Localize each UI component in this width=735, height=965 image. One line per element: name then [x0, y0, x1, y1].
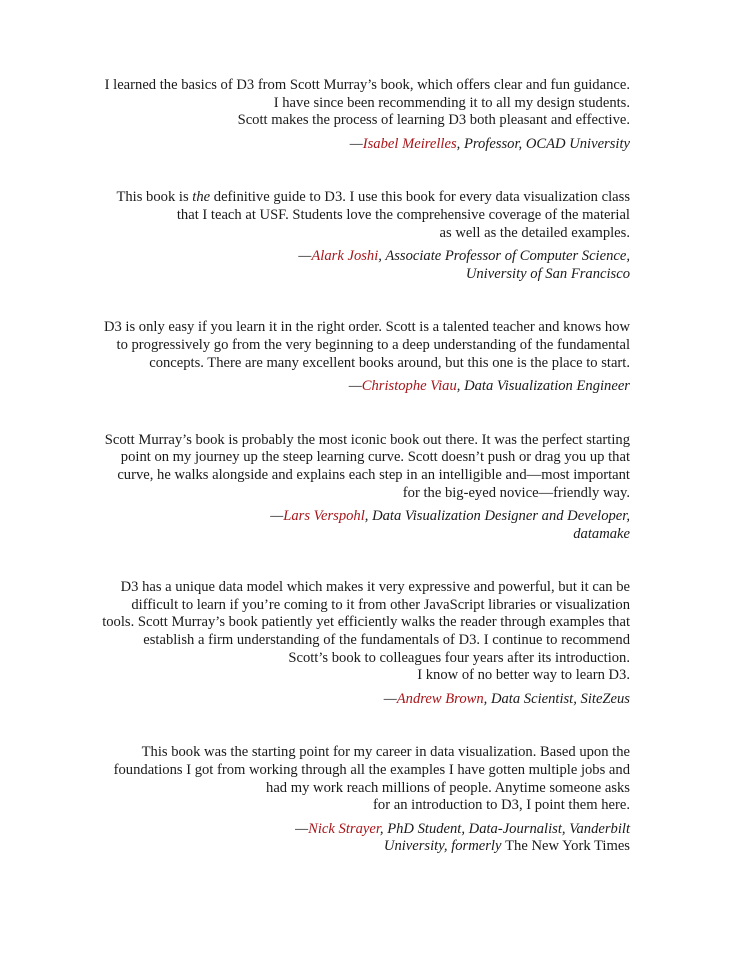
testimonial	[100, 744, 630, 856]
publication-name: The New York Times	[505, 838, 630, 855]
quote-line: I know of no better way to learn D3.	[417, 667, 630, 684]
author-name: Lars Verspohl	[283, 508, 365, 525]
testimonial-attribution	[100, 691, 630, 709]
author-title: , Data Scientist, SiteZeus	[483, 690, 630, 707]
testimonial-attribution	[100, 248, 630, 283]
quote-line: establish a firm understanding of the fundamentals of D3. I continue to recommend	[143, 632, 630, 649]
author-name: Alark Joshi	[311, 248, 379, 265]
testimonial	[100, 77, 630, 153]
testimonial-attribution	[100, 378, 630, 396]
quote-line: This book was the starting point for my career in data visualization. Based upon the	[141, 744, 630, 761]
quote-text: This book is	[116, 189, 193, 206]
author-title: datamake	[573, 525, 630, 542]
testimonials-page	[100, 77, 630, 892]
quote-line: I learned the basics of D3 from Scott Murray’s book, which offers clear and fun guidance.	[104, 77, 630, 93]
quote-line: Scott makes the process of learning D3 both pleasant and effective.	[237, 112, 630, 129]
testimonial	[100, 189, 630, 283]
quote-line: for an introduction to D3, I point them here.	[373, 797, 630, 814]
testimonial-quote	[100, 319, 630, 372]
testimonial-quote	[100, 189, 630, 242]
author-title: , Professor, OCAD University	[456, 135, 630, 152]
quote-line: concepts. There are many excellent books around, but this one is the place to start.	[149, 354, 630, 371]
testimonial-attribution	[100, 508, 630, 543]
quote-line: tools. Scott Murray’s book patiently yet efficiently walks the reader through examples that	[102, 614, 630, 631]
quote-text: definitive guide to D3. I use this book for every data visualization class	[210, 189, 630, 206]
testimonial	[100, 579, 630, 708]
author-title: , Associate Professor of Computer Science,	[378, 248, 630, 265]
author-title: , Data Visualization Designer and Developer,	[364, 508, 630, 525]
quote-line: D3 is only easy if you learn it in the right order. Scott is a talented teacher and knows how	[103, 319, 630, 336]
quote-line: that I teach at USF. Students love the comprehensive coverage of the material	[176, 206, 630, 223]
quote-line: foundations I got from working through all the examples I have gotten multiple jobs and	[113, 762, 630, 779]
testimonial-attribution	[100, 136, 630, 154]
author-title: , PhD Student, Data-Journalist, Vanderbilt	[379, 820, 630, 837]
testimonial-quote	[100, 579, 630, 685]
quote-line: difficult to learn if you’re coming to it from other JavaScript libraries or visualization	[131, 596, 630, 613]
quote-line: I have since been recommending it to all my design students.	[273, 94, 630, 111]
attribution-dash: —	[295, 820, 309, 837]
quote-line: for the big-eyed novice—friendly way.	[402, 484, 630, 501]
author-name: Isabel Meirelles	[362, 135, 457, 152]
testimonial-attribution	[100, 821, 630, 856]
testimonial-quote	[100, 744, 630, 814]
quote-line: Scott’s book to colleagues four years after its introduction.	[288, 649, 630, 666]
quote-line: point on my journey up the steep learning curve. Scott doesn’t push or drag you up that	[120, 449, 630, 466]
testimonial-quote	[100, 77, 630, 130]
author-title: , Data Visualization Engineer	[456, 378, 630, 395]
attribution-dash: —	[348, 378, 362, 395]
testimonial	[100, 319, 630, 395]
testimonial-quote	[100, 432, 630, 502]
quote-line: Scott Murray’s book is probably the most iconic book out there. It was the perfect starting	[104, 431, 630, 448]
testimonial	[100, 432, 630, 544]
author-name: Nick Strayer	[308, 820, 380, 837]
attribution-dash: —	[270, 508, 284, 525]
quote-line: curve, he walks alongside and explains each step in an intelligible and—most important	[117, 466, 630, 483]
quote-line: to progressively go from the very beginning to a deep understanding of the fundamental	[116, 336, 630, 353]
author-name: Christophe Viau	[361, 378, 457, 395]
author-name: Andrew Brown	[396, 690, 484, 707]
attribution-dash: —	[349, 135, 363, 152]
quote-line: had my work reach millions of people. Anytime someone asks	[266, 779, 630, 796]
author-title: University of San Francisco	[465, 265, 630, 282]
quote-line	[100, 189, 630, 207]
attribution-dash: —	[298, 248, 312, 265]
author-title: University, formerly	[383, 838, 506, 855]
attribution-dash: —	[383, 690, 397, 707]
quote-line: as well as the detailed examples.	[439, 224, 630, 241]
quote-line: D3 has a unique data model which makes it very expressive and powerful, but it can be	[120, 579, 630, 596]
quote-emphasis: the	[192, 189, 211, 206]
